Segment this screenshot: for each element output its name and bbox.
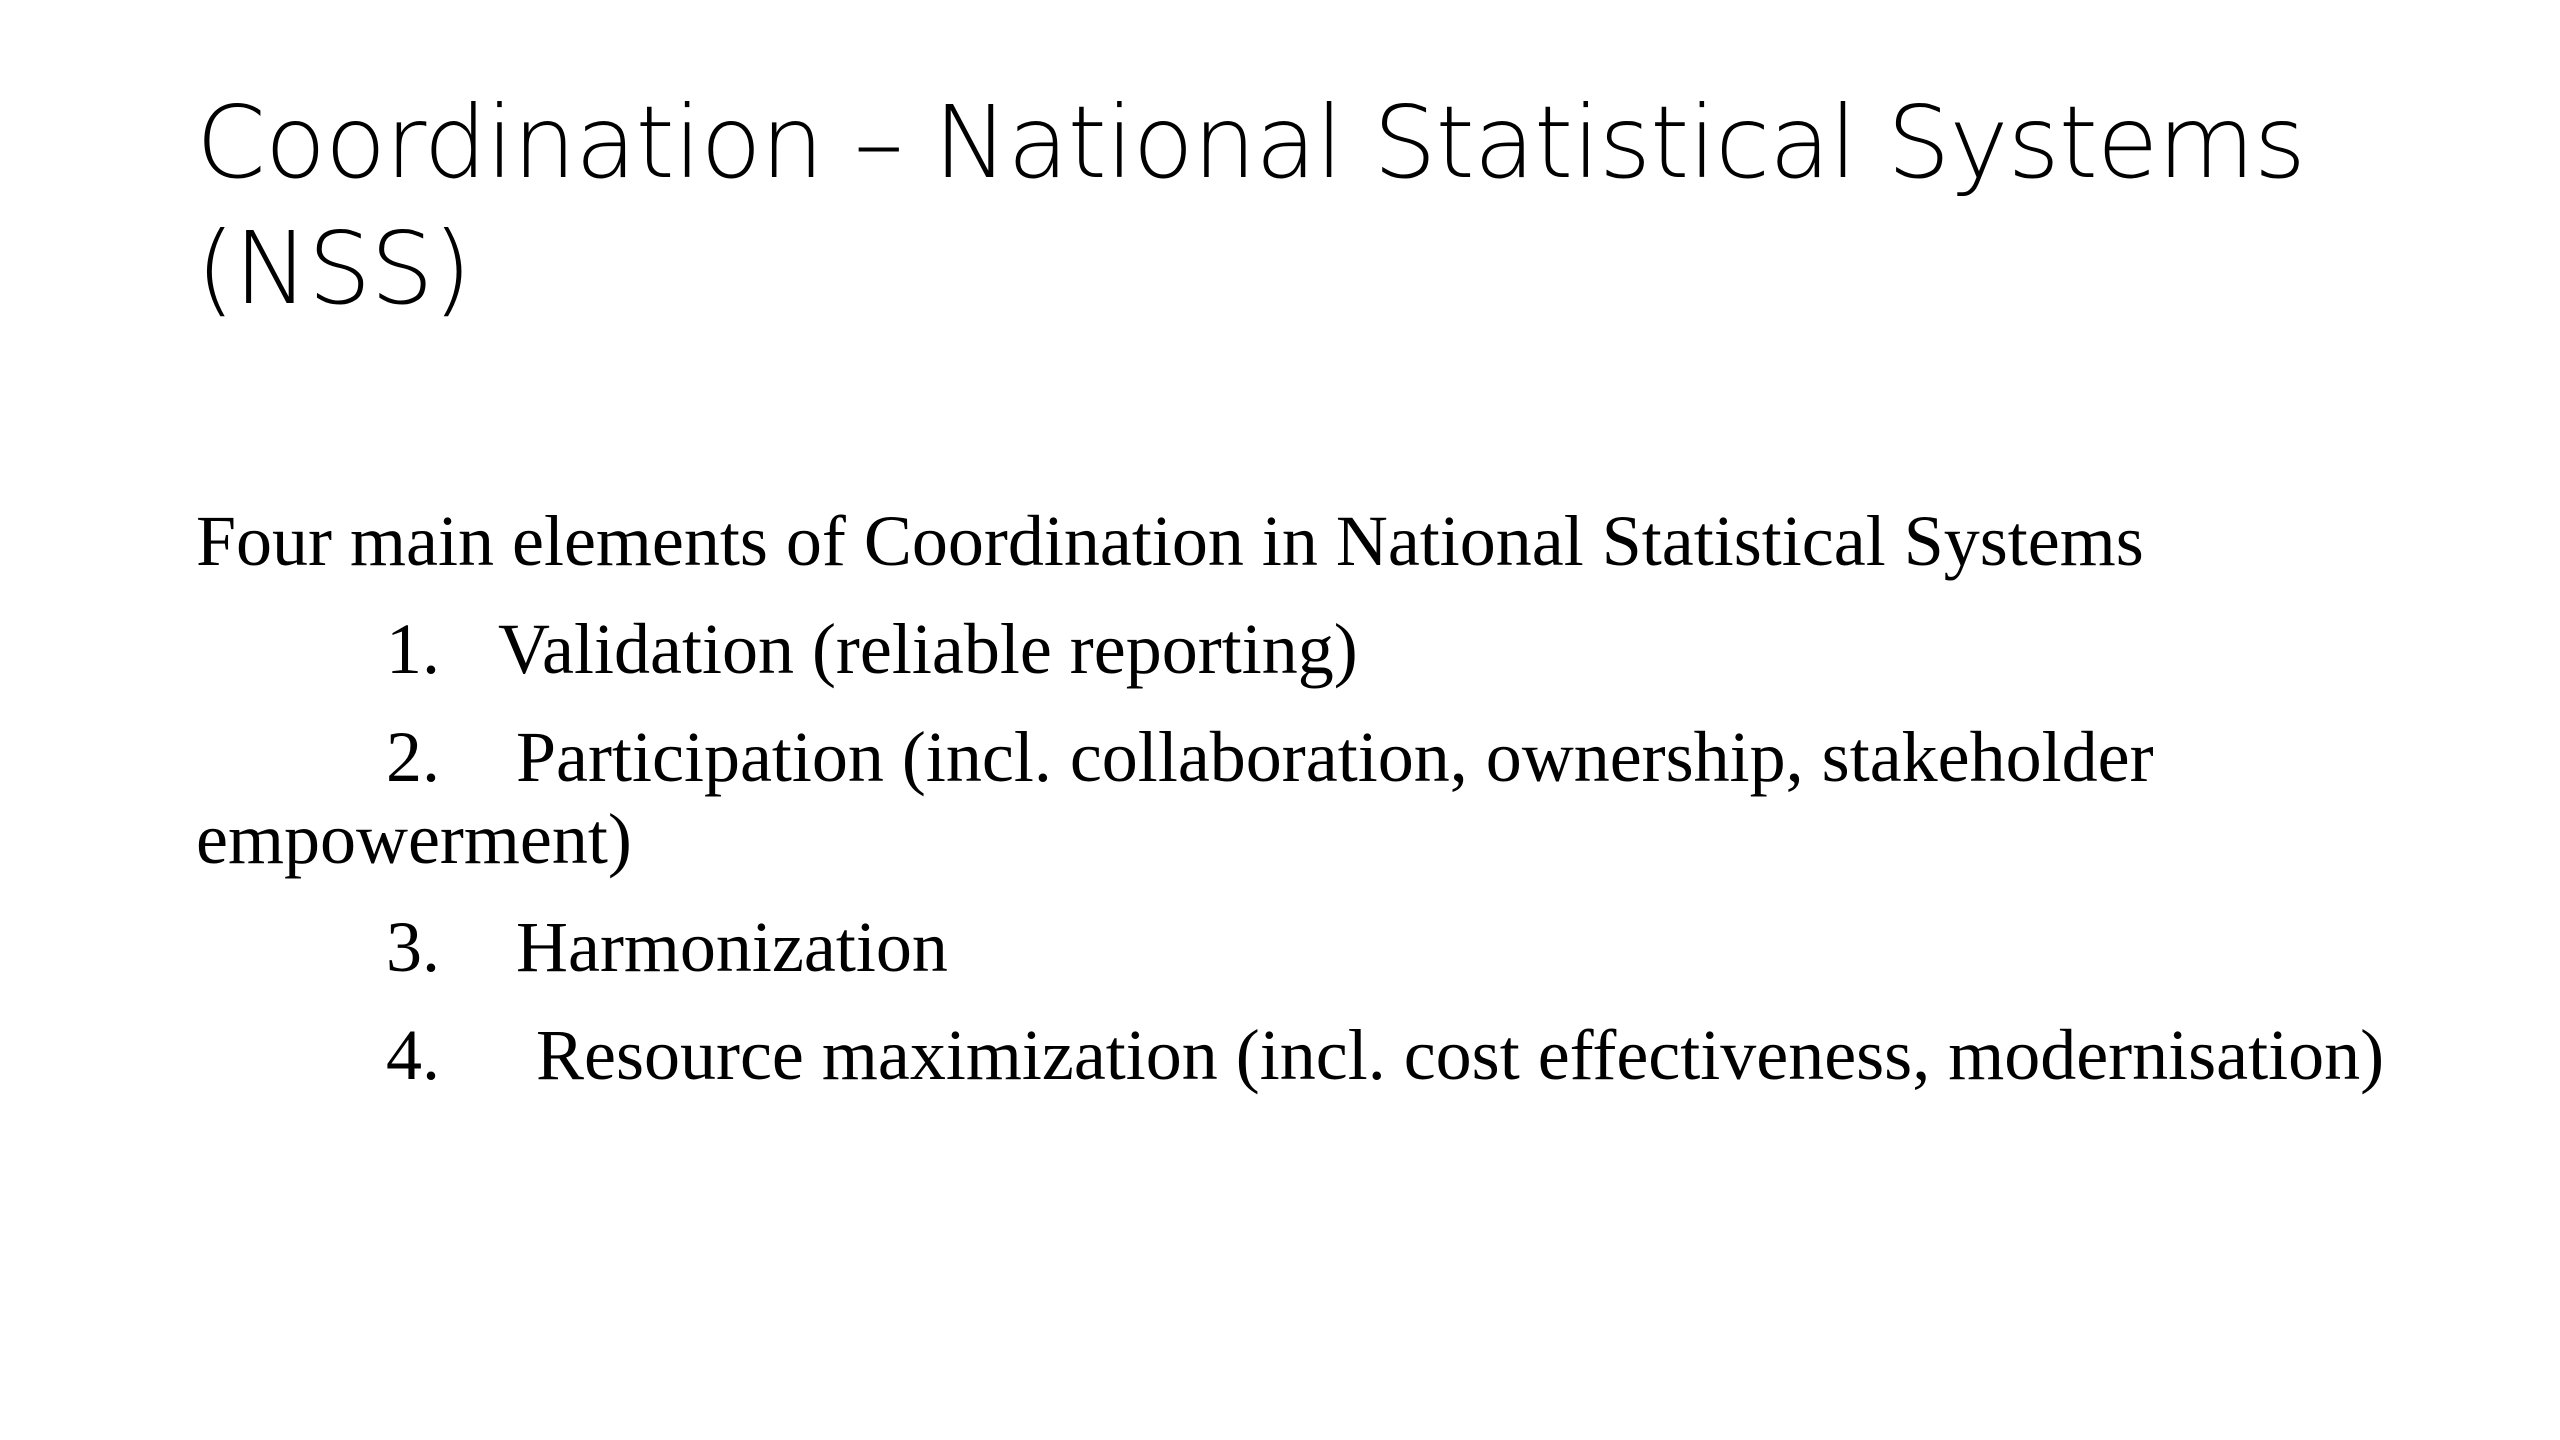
elements-list <box>196 608 2416 1096</box>
list-item <box>196 716 2416 880</box>
list-item <box>196 1014 2416 1096</box>
slide-title: Coordination – National Statistical Systems (NSS) <box>196 84 2305 327</box>
list-item-text: Validation (reliable reporting) <box>498 609 1358 689</box>
list-item <box>196 906 2416 988</box>
list-item-number: 4. <box>386 1015 440 1095</box>
list-item-number: 3. <box>386 907 440 987</box>
list-item-number: 2. <box>386 717 440 797</box>
list-item-text: Resource maximization (incl. cost effectiveness, modernisation) <box>536 1015 2385 1095</box>
list-item-text: Participation (incl. collaboration, ownership, stakeholder empowerment) <box>196 717 2154 879</box>
list-item-number: 1. <box>386 609 440 689</box>
slide-body <box>196 500 2416 1122</box>
intro-text: Four main elements of Coordination in National Statistical Systems <box>196 501 2144 581</box>
list-item <box>196 608 2416 690</box>
list-item-text: Harmonization <box>516 907 948 987</box>
